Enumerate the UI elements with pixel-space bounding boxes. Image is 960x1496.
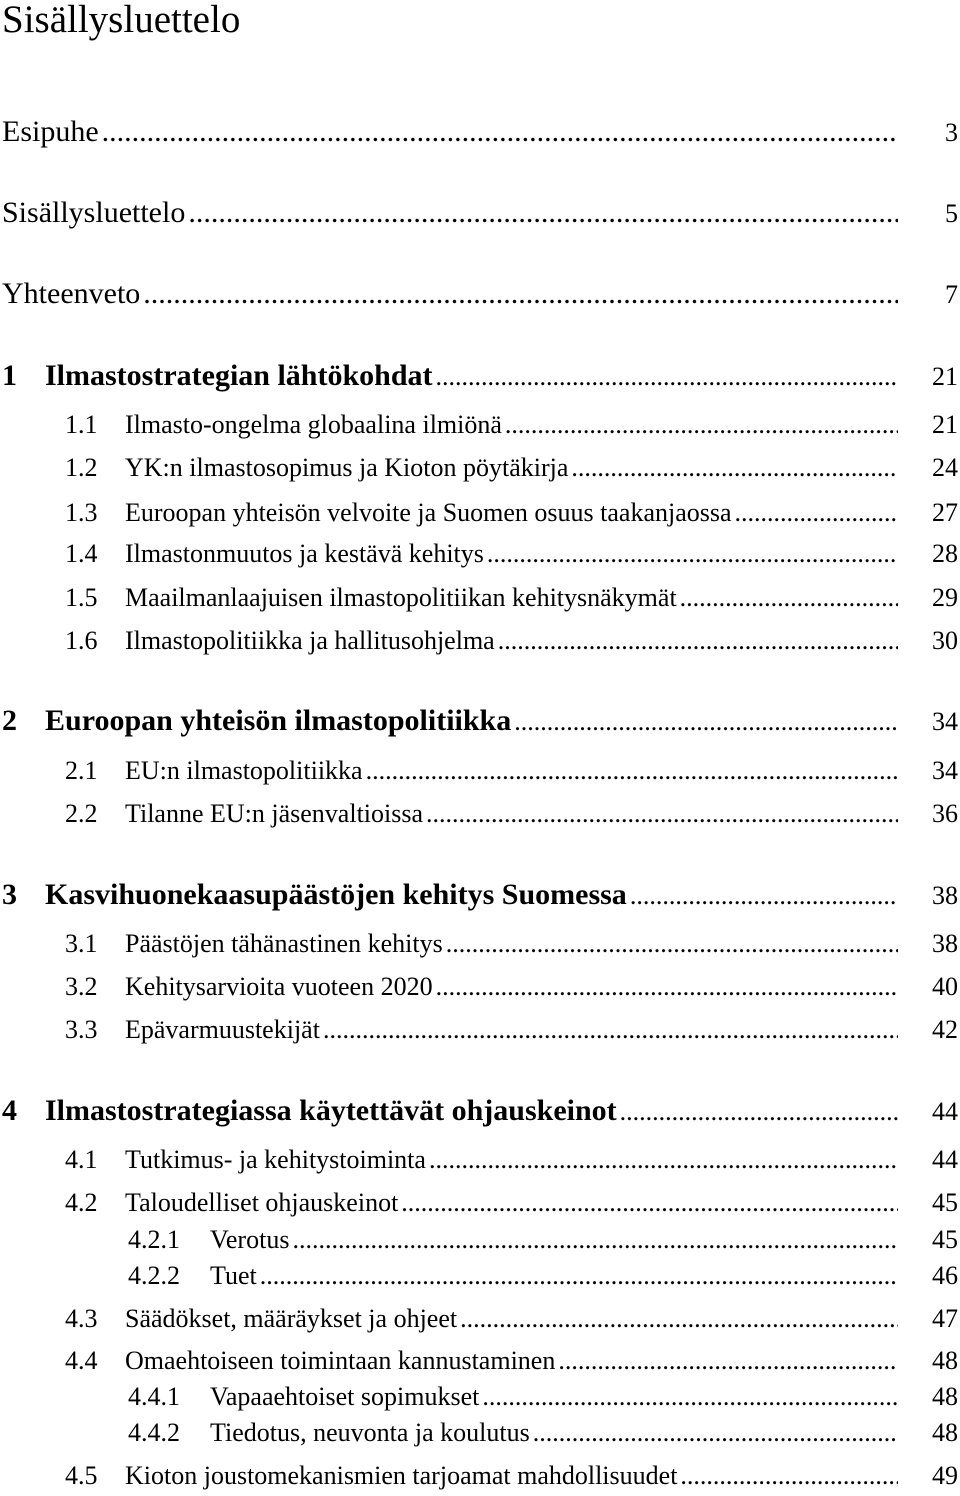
dot-leader bbox=[630, 876, 898, 916]
toc-entry-page-number: 48 bbox=[932, 1382, 958, 1411]
toc-entry[interactable] bbox=[0, 1258, 960, 1294]
toc-entry-number: 4.4.1 bbox=[128, 1382, 180, 1411]
dot-leader bbox=[143, 274, 898, 314]
toc-entry-title: Ilmastonmuutos ja kestävä kehitys bbox=[125, 539, 484, 568]
toc-entry[interactable] bbox=[0, 580, 960, 616]
dot-leader bbox=[460, 1301, 898, 1337]
toc-entry[interactable] bbox=[0, 274, 960, 315]
dot-leader bbox=[482, 1379, 898, 1415]
toc-entry[interactable] bbox=[0, 623, 960, 659]
toc-entry-number: 2 bbox=[2, 704, 17, 737]
toc-entry-number: 4.1 bbox=[65, 1145, 98, 1174]
toc-entry-number: 1.1 bbox=[65, 410, 98, 439]
toc-entry-page-number: 38 bbox=[932, 881, 958, 910]
toc-entry[interactable] bbox=[0, 1142, 960, 1178]
toc-entry-title: Ilmastostrategiassa käytettävät ohjauskeinot bbox=[45, 1094, 617, 1127]
toc-entry-page-number: 49 bbox=[932, 1461, 958, 1490]
toc-entry-number: 3.1 bbox=[65, 929, 98, 958]
dot-leader bbox=[446, 926, 898, 962]
dot-leader bbox=[426, 796, 898, 832]
toc-entry-number: 4.2.1 bbox=[128, 1225, 180, 1254]
toc-entry-title: Euroopan yhteisön velvoite ja Suomen osuus taakanjaossa bbox=[125, 498, 732, 527]
toc-entry-title: YK:n ilmastosopimus ja Kioton pöytäkirja bbox=[125, 453, 569, 482]
toc-entry-number: 1.6 bbox=[65, 626, 98, 655]
toc-entry-page-number: 48 bbox=[932, 1346, 958, 1375]
toc-entry-number: 4.2 bbox=[65, 1188, 98, 1217]
toc-entry[interactable] bbox=[0, 1091, 960, 1132]
toc-entry[interactable] bbox=[0, 1301, 960, 1337]
toc-entry-page-number: 45 bbox=[932, 1188, 958, 1217]
toc-entry[interactable] bbox=[0, 1379, 960, 1415]
toc-entry-page-number: 36 bbox=[932, 799, 958, 828]
toc-entry-number: 1.2 bbox=[65, 453, 98, 482]
dot-leader bbox=[487, 536, 898, 572]
toc-entry-title: Tiedotus, neuvonta ja koulutus bbox=[210, 1418, 530, 1447]
toc-entry[interactable] bbox=[0, 356, 960, 397]
dot-leader bbox=[188, 193, 898, 233]
toc-entry-page-number: 48 bbox=[932, 1418, 958, 1447]
dot-leader bbox=[323, 1012, 898, 1048]
toc-entry-title: Taloudelliset ohjauskeinot bbox=[125, 1188, 399, 1217]
dot-leader bbox=[102, 112, 898, 152]
dot-leader bbox=[533, 1415, 898, 1451]
toc-entry-page-number: 34 bbox=[932, 707, 958, 736]
dot-leader bbox=[680, 1458, 898, 1494]
toc-entry-number: 3.2 bbox=[65, 972, 98, 1001]
toc-entry-title: Esipuhe bbox=[2, 115, 99, 148]
toc-entry-number: 1.4 bbox=[65, 539, 98, 568]
toc-entry-page-number: 24 bbox=[932, 453, 958, 482]
dot-leader bbox=[498, 623, 898, 659]
toc-entry-number: 1.3 bbox=[65, 498, 98, 527]
toc-entry-title: Verotus bbox=[210, 1225, 290, 1254]
dot-leader bbox=[735, 495, 898, 531]
toc-entry-number: 4.4.2 bbox=[128, 1418, 180, 1447]
toc-entry-number: 4.4 bbox=[65, 1346, 98, 1375]
toc-entry-number: 4.3 bbox=[65, 1304, 98, 1333]
toc-entry-page-number: 46 bbox=[932, 1261, 958, 1290]
toc-entry-page-number: 27 bbox=[932, 498, 958, 527]
toc-entry-title: Ilmasto-ongelma globaalina ilmiönä bbox=[125, 410, 502, 439]
toc-entry-page-number: 38 bbox=[932, 929, 958, 958]
toc-entry-page-number: 3 bbox=[945, 118, 958, 147]
toc-entry-page-number: 29 bbox=[932, 583, 958, 612]
toc-entry[interactable] bbox=[0, 1458, 960, 1494]
toc-entry-page-number: 45 bbox=[932, 1225, 958, 1254]
toc-entry[interactable] bbox=[0, 495, 960, 531]
toc-entry-page-number: 34 bbox=[932, 756, 958, 785]
toc-entry-page-number: 21 bbox=[932, 362, 958, 391]
toc-entry-title: EU:n ilmastopolitiikka bbox=[125, 756, 363, 785]
dot-leader bbox=[571, 450, 898, 486]
toc-entry-number: 4.2.2 bbox=[128, 1261, 180, 1290]
toc-entry-title: Säädökset, määräykset ja ohjeet bbox=[125, 1304, 458, 1333]
toc-entry-number: 3.3 bbox=[65, 1015, 98, 1044]
toc-entry[interactable] bbox=[0, 407, 960, 443]
toc-entry-page-number: 21 bbox=[932, 410, 958, 439]
dot-leader bbox=[680, 580, 898, 616]
toc-entry-page-number: 28 bbox=[932, 539, 958, 568]
dot-leader bbox=[260, 1258, 898, 1294]
toc-entry-title: Kehitysarvioita vuoteen 2020 bbox=[125, 972, 433, 1001]
toc-entry[interactable] bbox=[0, 701, 960, 742]
dot-leader bbox=[429, 1142, 898, 1178]
toc-entry-number: 3 bbox=[2, 878, 17, 911]
dot-leader bbox=[292, 1222, 898, 1258]
toc-entry[interactable] bbox=[0, 1415, 960, 1451]
toc-entry[interactable] bbox=[0, 875, 960, 916]
toc-entry-title: Epävarmuustekijät bbox=[125, 1015, 320, 1044]
page-title: Sisällysluettelo bbox=[2, 0, 241, 41]
toc-entry-title: Vapaaehtoiset sopimukset bbox=[210, 1382, 480, 1411]
dot-leader bbox=[436, 357, 898, 397]
toc-entry[interactable] bbox=[0, 796, 960, 832]
toc-entry[interactable] bbox=[0, 450, 960, 486]
toc-entry-title: Omaehtoiseen toimintaan kannustaminen bbox=[125, 1346, 556, 1375]
toc-entry-title: Tuet bbox=[210, 1261, 257, 1290]
toc-entry-page-number: 42 bbox=[932, 1015, 958, 1044]
toc-entry-title: Kasvihuonekaasupäästöjen kehitys Suomessa bbox=[45, 878, 627, 911]
toc-entry[interactable] bbox=[0, 1012, 960, 1048]
toc-entry-title: Kioton joustomekanismien tarjoamat mahdollisuudet bbox=[125, 1461, 678, 1490]
toc-entry-title: Yhteenveto bbox=[2, 277, 141, 310]
toc-entry-page-number: 44 bbox=[932, 1145, 958, 1174]
toc-entry-number: 1 bbox=[2, 359, 17, 392]
toc-entry[interactable] bbox=[0, 1343, 960, 1379]
toc-entry-number: 2.2 bbox=[65, 799, 98, 828]
toc-entry[interactable] bbox=[0, 1185, 960, 1221]
toc-entry-number: 4 bbox=[2, 1094, 17, 1127]
toc-entry-page-number: 47 bbox=[932, 1304, 958, 1333]
toc-entry-title: Ilmastostrategian lähtökohdat bbox=[45, 359, 433, 392]
toc-entry-title: Päästöjen tähänastinen kehitys bbox=[125, 929, 443, 958]
toc-entry-number: 2.1 bbox=[65, 756, 98, 785]
toc-entry-page-number: 30 bbox=[932, 626, 958, 655]
toc-entry-title: Tilanne EU:n jäsenvaltioissa bbox=[125, 799, 424, 828]
toc-entry-title: Tutkimus- ja kehitystoiminta bbox=[125, 1145, 426, 1174]
toc-entry-page-number: 44 bbox=[932, 1097, 958, 1126]
toc-entry[interactable] bbox=[0, 926, 960, 962]
dot-leader bbox=[514, 702, 898, 742]
toc-entry-page-number: 5 bbox=[945, 199, 958, 228]
dot-leader bbox=[505, 407, 898, 443]
toc-entry[interactable] bbox=[0, 193, 960, 234]
toc-entry-title: Maailmanlaajuisen ilmastopolitiikan kehitysnäkymät bbox=[125, 583, 677, 612]
dot-leader bbox=[620, 1092, 898, 1132]
dot-leader bbox=[436, 969, 898, 1005]
toc-entry-title: Sisällysluettelo bbox=[2, 196, 186, 229]
toc-entry[interactable] bbox=[0, 753, 960, 789]
toc-entry[interactable] bbox=[0, 1222, 960, 1258]
toc-entry[interactable] bbox=[0, 536, 960, 572]
toc-entry-page-number: 40 bbox=[932, 972, 958, 1001]
toc-entry-page-number: 7 bbox=[945, 280, 958, 309]
toc-entry[interactable] bbox=[0, 112, 960, 153]
toc-entry[interactable] bbox=[0, 969, 960, 1005]
dot-leader bbox=[558, 1343, 898, 1379]
toc-entry-number: 1.5 bbox=[65, 583, 98, 612]
dot-leader bbox=[366, 753, 898, 789]
toc-entry-title: Ilmastopolitiikka ja hallitusohjelma bbox=[125, 626, 495, 655]
dot-leader bbox=[401, 1185, 898, 1221]
toc-entry-title: Euroopan yhteisön ilmastopolitiikka bbox=[45, 704, 512, 737]
toc-entry-number: 4.5 bbox=[65, 1461, 98, 1490]
